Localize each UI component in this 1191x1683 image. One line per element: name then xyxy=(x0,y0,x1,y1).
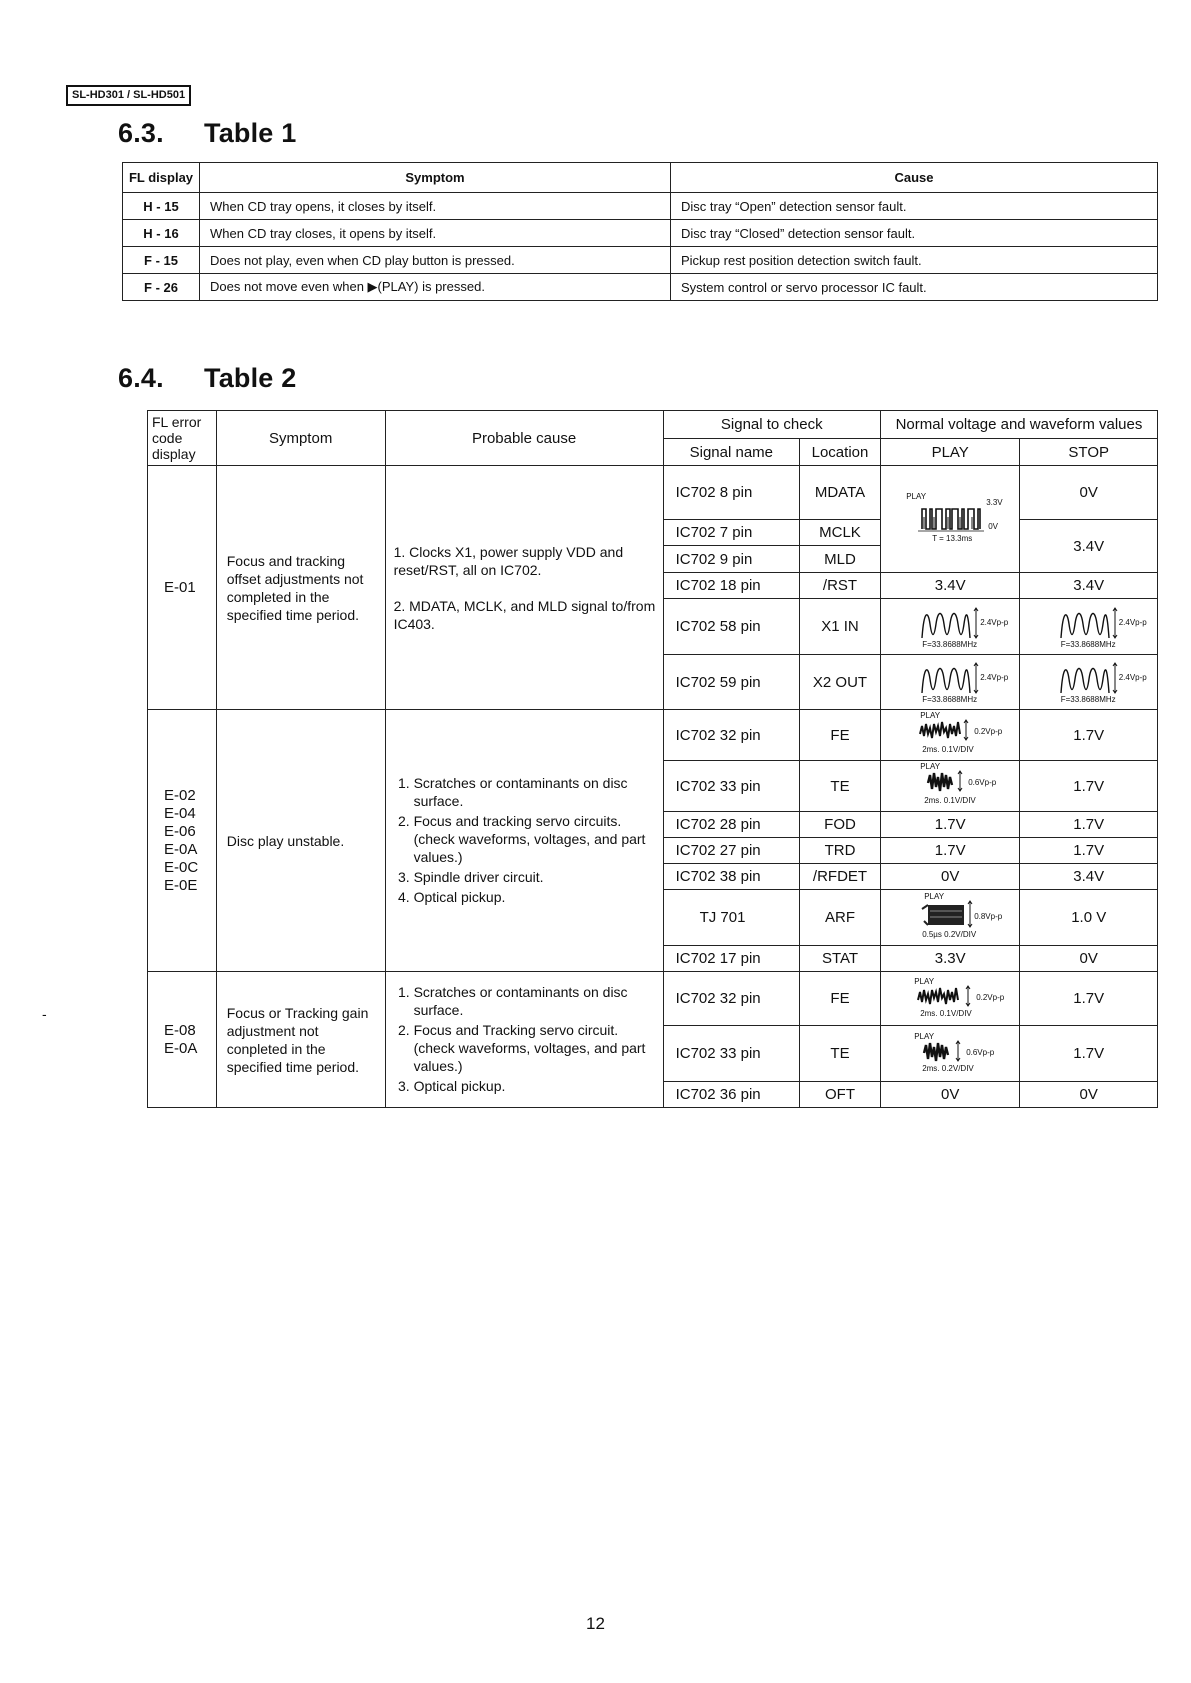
section-name: Table 1 xyxy=(204,118,297,148)
cause-item: 2. Focus and Tracking servo circuit. (check waveforms, voltages, and part values.) xyxy=(414,1021,657,1075)
column-header-fl-error: FL error code display xyxy=(148,411,217,466)
column-header-symptom: Symptom xyxy=(216,411,385,466)
play-value: 3.4V xyxy=(880,573,1020,599)
sine-wave-icon xyxy=(1027,600,1151,650)
signal-name: IC702 7 pin xyxy=(663,520,799,546)
waveform-x2out-stop xyxy=(1020,655,1158,710)
noise-wave-icon xyxy=(888,710,1012,756)
play-value: 1.7V xyxy=(880,838,1020,864)
signal-name: IC702 18 pin xyxy=(663,573,799,599)
frequency-label: F=33.8688MHz xyxy=(1060,695,1116,704)
waveform-fe-play xyxy=(880,710,1020,761)
column-group-signal: Signal to check xyxy=(663,411,880,439)
signal-name: TJ 701 xyxy=(663,890,799,946)
waveform-te-play xyxy=(880,761,1020,812)
cause-item: 3. Optical pickup. xyxy=(414,1077,657,1095)
location: ARF xyxy=(800,890,881,946)
location: /RFDET xyxy=(800,864,881,890)
signal-name: IC702 17 pin xyxy=(663,946,799,972)
model-label: SL-HD301 / SL-HD501 xyxy=(66,85,191,106)
signal-name: IC702 58 pin xyxy=(663,599,799,655)
column-header-location: Location xyxy=(800,439,881,466)
fl-code: H - 16 xyxy=(123,220,200,247)
location: MCLK xyxy=(800,520,881,546)
waveform-mdata xyxy=(880,466,1020,573)
location: /RST xyxy=(800,573,881,599)
location: OFT xyxy=(800,1082,881,1108)
error-code: E-02 E-04 E-06 E-0A E-0C E-0E xyxy=(148,710,217,972)
play-label: PLAY xyxy=(914,976,935,986)
signal-name: IC702 32 pin xyxy=(663,710,799,761)
location: FOD xyxy=(800,812,881,838)
amplitude-label: 2.4Vp-p xyxy=(980,673,1009,682)
sine-wave-icon xyxy=(888,655,1012,705)
sine-wave-icon xyxy=(888,600,1012,650)
scale-label: 2ms. 0.1V/DIV xyxy=(920,1008,972,1018)
symptom-cell: When CD tray closes, it opens by itself. xyxy=(200,220,671,247)
location: STAT xyxy=(800,946,881,972)
cause-cell: Disc tray “Open” detection sensor fault. xyxy=(671,193,1158,220)
location: FE xyxy=(800,710,881,761)
table-row xyxy=(148,710,1158,761)
signal-name: IC702 33 pin xyxy=(663,1026,799,1082)
cause-item: 1. Scratches or contaminants on disc surface. xyxy=(414,983,657,1019)
probable-cause-cell xyxy=(385,466,663,710)
stop-value: 3.4V xyxy=(1020,573,1158,599)
signal-name: IC702 33 pin xyxy=(663,761,799,812)
stop-value: 1.7V xyxy=(1020,838,1158,864)
amplitude-label: 0.2Vp-p xyxy=(976,992,1005,1002)
table-row xyxy=(123,193,1158,220)
location: MDATA xyxy=(800,466,881,520)
column-header-probable-cause: Probable cause xyxy=(385,411,663,466)
symptom-cell: When CD tray opens, it closes by itself. xyxy=(200,193,671,220)
column-header-fl-display: FL display xyxy=(123,163,200,193)
play-label: PLAY xyxy=(920,711,941,720)
probable-cause-cell xyxy=(385,972,663,1108)
waveform-x1in-play xyxy=(880,599,1020,655)
location: X1 IN xyxy=(800,599,881,655)
section-title-table1 xyxy=(118,118,296,149)
location: MLD xyxy=(800,546,881,573)
amplitude-label: 0.6Vp-p xyxy=(968,778,997,787)
stop-value: 1.7V xyxy=(1020,972,1158,1026)
table-row xyxy=(148,972,1158,1026)
cause-list xyxy=(394,983,657,1095)
noise-wave-icon xyxy=(888,1029,1012,1075)
play-value: 3.3V xyxy=(880,946,1020,972)
cause-list xyxy=(394,774,657,906)
eye-pattern-icon xyxy=(888,891,1012,941)
section-name: Table 2 xyxy=(204,363,297,393)
frequency-label: F=33.8688MHz xyxy=(922,639,978,649)
location: X2 OUT xyxy=(800,655,881,710)
location: TE xyxy=(800,761,881,812)
stop-value: 1.7V xyxy=(1020,761,1158,812)
location: TRD xyxy=(800,838,881,864)
error-code-table xyxy=(147,410,1158,1108)
stop-value: 0V xyxy=(1020,1082,1158,1108)
frequency-label: F=33.8688MHz xyxy=(1060,639,1116,649)
signal-name: IC702 28 pin xyxy=(663,812,799,838)
table-row xyxy=(123,274,1158,301)
column-header-stop: STOP xyxy=(1020,439,1158,466)
play-label: PLAY xyxy=(924,891,945,901)
page-number: 12 xyxy=(586,1614,605,1633)
amplitude-label: 2.4Vp-p xyxy=(1118,673,1147,682)
cause-item: 2. MDATA, MCLK, and MLD signal to/from IC403. xyxy=(393,597,656,632)
stop-value: 1.7V xyxy=(1020,710,1158,761)
symptom-cell: Does not play, even when CD play button is pressed. xyxy=(200,247,671,274)
cause-item: 1. Scratches or contaminants on disc surface. xyxy=(414,774,657,810)
amplitude-label: 0.2Vp-p xyxy=(974,727,1003,736)
scale-label: 2ms. 0.1V/DIV xyxy=(922,745,974,754)
signal-name: IC702 32 pin xyxy=(663,972,799,1026)
cause-item: 3. Spindle driver circuit. xyxy=(414,868,657,886)
cause-cell: Disc tray “Closed” detection sensor fault. xyxy=(671,220,1158,247)
column-header-symptom: Symptom xyxy=(200,163,671,193)
play-label: PLAY xyxy=(920,762,941,771)
stop-value: 0V xyxy=(1020,466,1158,520)
period-label: T = 13.3ms xyxy=(932,534,973,543)
zero-label: 0V xyxy=(988,522,998,531)
play-value: 0V xyxy=(880,1082,1020,1108)
amplitude-label: 2.4Vp-p xyxy=(980,617,1009,627)
column-header-play: PLAY xyxy=(880,439,1020,466)
section-number: 6.4. xyxy=(118,363,164,393)
column-header-cause: Cause xyxy=(671,163,1158,193)
amplitude-label: 0.8Vp-p xyxy=(974,911,1003,921)
table-row xyxy=(148,466,1158,520)
waveform-arf-play xyxy=(880,890,1020,946)
fl-display-table xyxy=(122,162,1158,301)
table-row xyxy=(123,220,1158,247)
column-group-normal: Normal voltage and waveform values xyxy=(880,411,1157,439)
cause-item: 4. Optical pickup. xyxy=(414,888,657,906)
location: TE xyxy=(800,1026,881,1082)
symptom-cell: Focus and tracking offset adjustments not completed in the specified time period. xyxy=(216,466,385,710)
cause-cell: System control or servo processor IC fault. xyxy=(671,274,1158,301)
section-number: 6.3. xyxy=(118,118,164,148)
scale-label: 2ms. 0.1V/DIV xyxy=(924,796,976,805)
signal-name: IC702 27 pin xyxy=(663,838,799,864)
sine-wave-icon xyxy=(1027,655,1151,705)
stop-value: 1.7V xyxy=(1020,1026,1158,1082)
stop-value: 1.0 V xyxy=(1020,890,1158,946)
symptom-cell: Disc play unstable. xyxy=(216,710,385,972)
error-code: E-08 E-0A xyxy=(148,972,217,1108)
stop-value: 1.7V xyxy=(1020,812,1158,838)
waveform-fe2-play xyxy=(880,972,1020,1026)
section-title-table2 xyxy=(118,363,296,394)
scale-label: 0.5µs 0.2V/DIV xyxy=(922,929,977,939)
signal-name: IC702 36 pin xyxy=(663,1082,799,1108)
play-value: 0V xyxy=(880,864,1020,890)
square-wave-icon xyxy=(888,487,1012,547)
amplitude-label: 0.6Vp-p xyxy=(966,1047,995,1057)
noise-wave-icon xyxy=(888,761,1012,807)
signal-name: IC702 8 pin xyxy=(663,466,799,520)
cause-item: 1. Clocks X1, power supply VDD and reset/RST, all on IC702. xyxy=(393,543,624,578)
symptom-cell: Does not move even when ▶(PLAY) is pressed. xyxy=(200,274,671,301)
waveform-te2-play xyxy=(880,1026,1020,1082)
play-label: PLAY xyxy=(906,492,927,501)
amplitude-label: 2.4Vp-p xyxy=(1118,617,1147,627)
cause-cell: Pickup rest position detection switch fault. xyxy=(671,247,1158,274)
location: FE xyxy=(800,972,881,1026)
fl-code: F - 26 xyxy=(123,274,200,301)
fl-code: H - 15 xyxy=(123,193,200,220)
voltage-label: 3.3V xyxy=(986,498,1003,507)
fl-code: F - 15 xyxy=(123,247,200,274)
cause-item: 2. Focus and tracking servo circuits. (check waveforms, voltages, and part values.) xyxy=(414,812,657,866)
probable-cause-cell xyxy=(385,710,663,972)
frequency-label: F=33.8688MHz xyxy=(922,695,978,704)
signal-name: IC702 9 pin xyxy=(663,546,799,573)
symptom-cell: Focus or Tracking gain adjustment not conpleted in the specified time period. xyxy=(216,972,385,1108)
play-value: 1.7V xyxy=(880,812,1020,838)
margin-mark: - xyxy=(42,1006,47,1022)
error-code: E-01 xyxy=(148,466,217,710)
stop-value: 0V xyxy=(1020,946,1158,972)
scale-label: 2ms. 0.2V/DIV xyxy=(922,1063,974,1073)
signal-name: IC702 59 pin xyxy=(663,655,799,710)
stop-value: 3.4V xyxy=(1020,520,1158,573)
waveform-x1in-stop xyxy=(1020,599,1158,655)
noise-wave-icon xyxy=(888,974,1012,1020)
table-row xyxy=(123,247,1158,274)
column-header-signal-name: Signal name xyxy=(663,439,799,466)
play-label: PLAY xyxy=(914,1031,935,1041)
signal-name: IC702 38 pin xyxy=(663,864,799,890)
stop-value: 3.4V xyxy=(1020,864,1158,890)
waveform-x2out-play xyxy=(880,655,1020,710)
